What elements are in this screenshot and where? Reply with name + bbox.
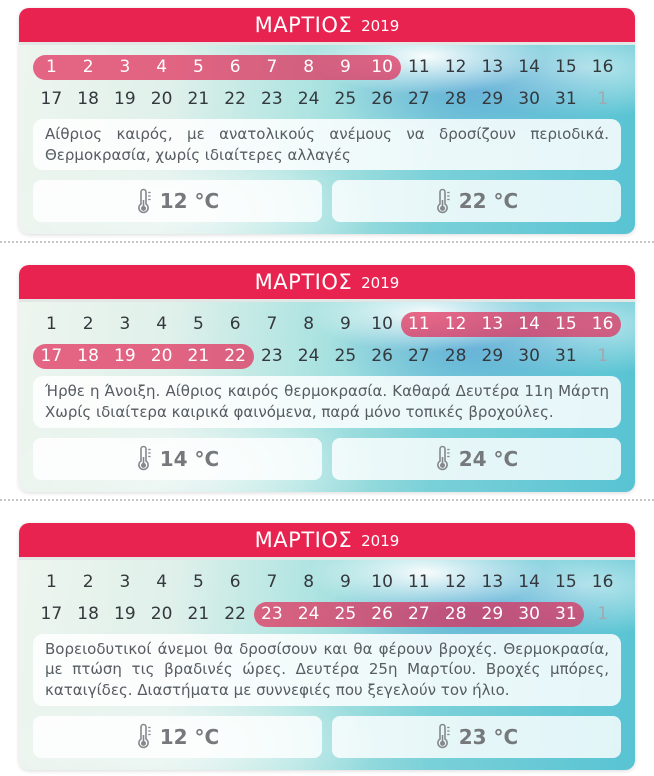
day-cell: 1 — [45, 314, 57, 335]
calendar-row — [33, 344, 621, 369]
temp-min-box — [33, 716, 322, 758]
month-title: ΜΑΡΤΙΟΣ — [254, 270, 353, 295]
day-cell: 13 — [481, 571, 504, 592]
calendar-row — [33, 570, 621, 595]
calendar — [33, 55, 621, 112]
month-card-wrapper — [0, 265, 654, 491]
day-cell: 25 — [334, 89, 357, 109]
day-cell: 11 — [408, 571, 430, 592]
temperature-row — [33, 716, 621, 758]
day-cell: 27 — [408, 89, 430, 109]
temp-max-value: 23 °C — [458, 724, 519, 749]
day-cell: 9 — [327, 55, 364, 80]
day-cell: 9 — [339, 314, 351, 335]
day-cell: 20 — [143, 344, 180, 369]
day-cell: 26 — [371, 346, 393, 367]
day-cell: 31 — [555, 89, 577, 109]
card-body — [19, 299, 635, 491]
month-title: ΜΑΡΤΙΟΣ — [254, 527, 353, 552]
day-cell: 7 — [266, 571, 278, 592]
day-cell: 1 — [597, 346, 609, 367]
thermometer-icon — [435, 445, 450, 472]
day-cell: 19 — [114, 603, 136, 624]
day-cell: 22 — [224, 603, 246, 624]
day-cell: 8 — [290, 55, 327, 80]
day-cell: 6 — [217, 55, 254, 80]
day-cell: 8 — [303, 314, 315, 335]
month-card-wrapper — [0, 523, 654, 770]
day-cell: 10 — [371, 314, 393, 335]
day-cell: 1 — [597, 603, 609, 624]
day-cell: 28 — [437, 602, 474, 627]
day-cell: 21 — [180, 344, 217, 369]
forecast-description: Βορειοδυτικοί άνεμοι θα δροσίσουν και θα φέρουν βροχές. Θερμοκρασία, με πτώση τις βραδινές ώρες. Δευτέρα 25η Μαρτίου. Βροχές μπόρες, καταιγίδες. Διαστήματα με συννεφιές που ξεγελούν τον ήλιο. — [33, 634, 621, 706]
day-cell: 21 — [187, 89, 210, 109]
day-cell: 19 — [114, 89, 136, 109]
day-cell: 5 — [180, 55, 217, 80]
day-cell: 29 — [474, 602, 511, 627]
day-cell: 16 — [591, 57, 614, 77]
day-cell: 13 — [474, 312, 511, 337]
day-cell: 25 — [327, 602, 364, 627]
day-cell: 26 — [364, 602, 401, 627]
day-cell: 28 — [444, 89, 467, 109]
temperature-row — [33, 438, 621, 480]
day-cell: 6 — [229, 571, 241, 592]
day-cell: 29 — [481, 346, 504, 367]
day-cell: 1 — [597, 89, 609, 109]
day-cell: 5 — [192, 571, 204, 592]
calendar-row — [33, 312, 621, 337]
day-cell: 20 — [150, 89, 173, 109]
card-body — [19, 557, 635, 770]
card-body — [19, 42, 635, 234]
day-cell: 30 — [518, 89, 540, 109]
month-card — [19, 523, 635, 770]
day-cell: 3 — [107, 55, 144, 80]
day-cell: 21 — [187, 603, 210, 624]
day-cell: 11 — [408, 57, 430, 77]
day-cell: 20 — [150, 603, 173, 624]
calendar — [33, 312, 621, 369]
day-cell: 22 — [224, 89, 246, 109]
day-cell: 16 — [584, 312, 621, 337]
day-cell: 4 — [156, 314, 168, 335]
day-cell: 11 — [401, 312, 438, 337]
day-cell: 26 — [371, 89, 393, 109]
calendar-row — [33, 602, 621, 627]
day-cell: 24 — [297, 89, 320, 109]
day-cell: 27 — [401, 602, 438, 627]
day-cell: 14 — [518, 571, 540, 592]
day-cell: 9 — [339, 571, 351, 592]
thermometer-icon — [136, 188, 151, 215]
day-cell: 2 — [82, 314, 94, 335]
month-title: ΜΑΡΤΙΟΣ — [254, 13, 353, 37]
dotted-separator — [0, 499, 654, 501]
day-cell: 24 — [290, 602, 327, 627]
temp-max-box — [332, 438, 621, 480]
day-cell: 15 — [555, 571, 577, 592]
temp-max-value: 22 °C — [458, 189, 519, 214]
day-cell: 3 — [119, 571, 131, 592]
day-cell: 18 — [77, 89, 99, 109]
temp-min-value: 14 °C — [159, 446, 220, 471]
temp-min-value: 12 °C — [159, 724, 220, 749]
day-cell: 31 — [548, 602, 585, 627]
temperature-row — [33, 180, 621, 222]
day-cell: 25 — [334, 346, 357, 367]
day-cell: 19 — [107, 344, 144, 369]
day-cell: 28 — [444, 346, 467, 367]
temp-max-box — [332, 180, 621, 222]
day-cell: 15 — [555, 57, 577, 77]
day-cell: 12 — [444, 571, 467, 592]
year-label: 2019 — [361, 17, 400, 35]
day-cell: 18 — [70, 344, 107, 369]
temp-max-box — [332, 716, 621, 758]
day-cell: 24 — [297, 346, 320, 367]
day-cell: 7 — [266, 314, 278, 335]
calendar — [33, 570, 621, 627]
day-cell: 17 — [40, 89, 63, 109]
day-cell: 27 — [408, 346, 430, 367]
thermometer-icon — [136, 445, 151, 472]
day-cell: 14 — [511, 312, 548, 337]
day-cell: 16 — [591, 571, 614, 592]
calendar-row — [33, 55, 621, 80]
day-cell: 14 — [518, 57, 540, 77]
forecast-description: Αίθριος καιρός, με ανατολικούς ανέμους να δροσίζουν περιοδικά. Θερμοκρασία, χωρίς ιδιαίτερες αλλαγές — [33, 119, 621, 170]
day-cell: 10 — [371, 571, 393, 592]
year-label: 2019 — [361, 274, 400, 293]
temp-min-value: 12 °C — [159, 189, 220, 214]
temp-max-value: 24 °C — [458, 446, 519, 471]
day-cell: 8 — [303, 571, 315, 592]
day-cell: 4 — [156, 571, 168, 592]
year-label: 2019 — [361, 531, 400, 550]
day-cell: 22 — [217, 344, 254, 369]
day-cell: 29 — [481, 89, 504, 109]
calendar-row — [33, 87, 621, 112]
month-card — [19, 8, 635, 234]
day-cell: 30 — [511, 602, 548, 627]
card-header — [19, 8, 635, 42]
day-cell: 23 — [254, 602, 291, 627]
day-cell: 1 — [33, 55, 70, 80]
day-cell: 3 — [119, 314, 131, 335]
day-cell: 1 — [45, 571, 57, 592]
day-cell: 13 — [481, 57, 504, 77]
day-cell: 18 — [77, 603, 99, 624]
day-cell: 17 — [40, 603, 63, 624]
temp-min-box — [33, 180, 322, 222]
dotted-separator — [0, 241, 654, 243]
month-card — [19, 265, 635, 491]
forecast-description: Ήρθε η Άνοιξη. Αίθριος καιρός θερμοκρασία. Καθαρά Δευτέρα 11η Μάρτη Χωρίς ιδιαίτερα καιρικά φαινόμενα, παρά μόνο τοπικές βροχούλες. — [33, 376, 621, 427]
day-cell: 4 — [143, 55, 180, 80]
day-cell: 5 — [192, 314, 204, 335]
day-cell: 30 — [518, 346, 540, 367]
temp-min-box — [33, 438, 322, 480]
day-cell: 12 — [437, 312, 474, 337]
day-cell: 10 — [364, 55, 401, 80]
day-cell: 7 — [254, 55, 291, 80]
day-cell: 17 — [33, 344, 70, 369]
day-cell: 15 — [548, 312, 585, 337]
month-card-wrapper — [0, 8, 654, 234]
day-cell: 23 — [261, 346, 283, 367]
card-header — [19, 265, 635, 299]
day-cell: 12 — [444, 57, 467, 77]
thermometer-icon — [435, 723, 450, 750]
day-cell: 31 — [555, 346, 577, 367]
day-cell: 23 — [261, 89, 283, 109]
day-cell: 2 — [70, 55, 107, 80]
thermometer-icon — [435, 188, 450, 215]
day-cell: 2 — [82, 571, 94, 592]
card-header — [19, 523, 635, 557]
thermometer-icon — [136, 723, 151, 750]
day-cell: 6 — [229, 314, 241, 335]
